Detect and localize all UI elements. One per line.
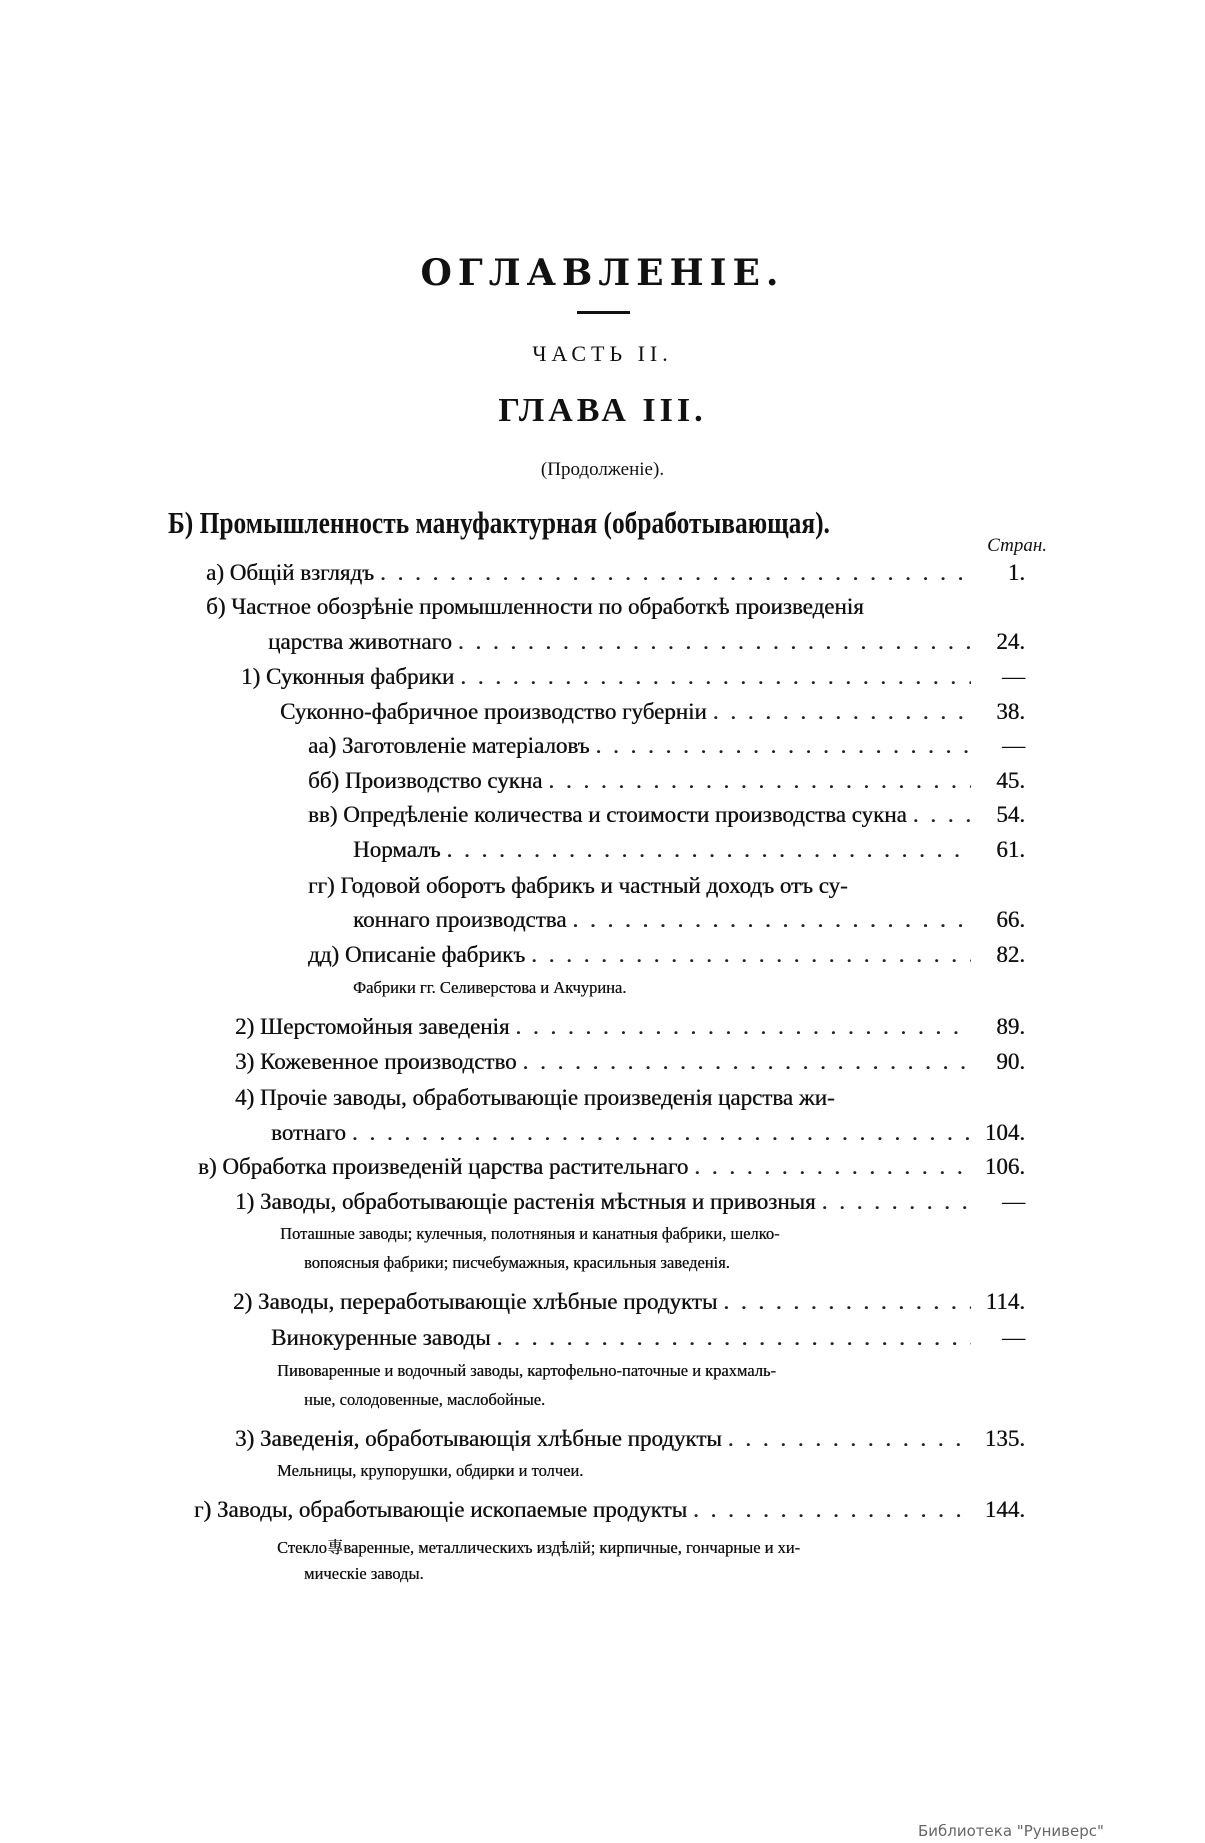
toc-entry-label: вотнаго	[271, 1120, 346, 1145]
dot-leader	[531, 942, 971, 968]
toc-page-number: —	[1002, 1189, 1025, 1214]
dot-leader	[723, 1289, 971, 1315]
dot-leader	[497, 1325, 971, 1351]
toc-entry-label: г) Заводы, обработывающіе ископаемые продукты	[194, 1497, 688, 1522]
toc-page-number: 114.	[985, 1289, 1025, 1314]
dot-leader	[446, 837, 971, 863]
dot-leader	[460, 664, 971, 690]
dot-leader	[458, 629, 971, 655]
toc-entry	[308, 733, 1025, 759]
toc-note: ные, солодовенные, маслобойные.	[304, 1390, 546, 1409]
toc-entry	[271, 1325, 1025, 1351]
continuation-note: (Продолженіе).	[540, 459, 665, 480]
toc-entry-label: дд) Описаніе фабрикъ	[308, 942, 526, 967]
toc-page-number: 1.	[1007, 560, 1025, 585]
toc-page-number: —	[1002, 1325, 1025, 1350]
toc-entry	[268, 629, 1025, 655]
toc-entry	[235, 1426, 1025, 1452]
toc-entry	[206, 594, 1025, 620]
toc-page-number: 135.	[984, 1426, 1025, 1451]
toc-entry	[280, 699, 1025, 725]
dot-leader	[913, 802, 971, 828]
toc-entry	[206, 560, 1025, 586]
toc-note: Мельницы, крупорушки, обдирки и толчеи.	[277, 1461, 584, 1480]
toc-entry	[308, 802, 1025, 828]
toc-entry-label: 1) Заводы, обработывающіе растенія мѣстныя и привозныя	[235, 1189, 816, 1214]
toc-entry-label: аа) Заготовленіе матеріаловъ	[308, 733, 590, 758]
toc-page-number: —	[1002, 664, 1025, 689]
toc-title: ОГЛАВЛЕНІЕ.	[420, 252, 785, 294]
part-heading: ЧАСТЬ II.	[532, 341, 673, 366]
dot-leader	[380, 560, 971, 586]
chapter-heading: ГЛАВА III.	[498, 392, 707, 429]
toc-note: Стекло專варенные, металлическихъ издѣлій; кирпичные, гончарные и хи-	[277, 1538, 801, 1557]
dot-leader	[352, 1120, 971, 1146]
toc-entry	[235, 1014, 1025, 1040]
toc-page-number: 66.	[996, 907, 1025, 932]
toc-entry-label: 1) Суконныя фабрики	[241, 664, 455, 689]
toc-entry	[194, 1497, 1025, 1523]
toc-note: Пивоваренные и водочный заводы, картофельно-паточные и крахмаль-	[277, 1361, 776, 1380]
toc-entry	[235, 1189, 1025, 1215]
dot-leader	[572, 907, 971, 933]
dot-leader	[515, 1014, 971, 1040]
toc-entry-label: б) Частное обозрѣніе промышленности по обработкѣ произведенія	[206, 594, 864, 619]
dot-leader	[822, 1189, 971, 1215]
dot-leader	[693, 1497, 971, 1523]
toc-page-number: 24.	[996, 629, 1025, 654]
dot-leader	[596, 733, 972, 759]
toc-page-number: 82.	[996, 942, 1025, 967]
toc-entry-label: 3) Заведенія, обработывающія хлѣбные продукты	[235, 1426, 722, 1451]
page-column-header: Стран.	[987, 535, 1047, 556]
toc-entry-label: бб) Производство сукна	[308, 768, 543, 793]
toc-entry	[235, 1085, 1025, 1111]
dot-leader	[523, 1049, 971, 1075]
toc-page-number: 144.	[984, 1497, 1025, 1522]
toc-entry	[241, 664, 1025, 690]
toc-entry	[271, 1120, 1025, 1146]
toc-entry-label: а) Общій взглядъ	[206, 560, 374, 585]
toc-page-number: 90.	[996, 1049, 1025, 1074]
toc-page-number: 104.	[984, 1120, 1025, 1145]
toc-entry-label: 4) Прочіе заводы, обработывающіе произведенія царства жи-	[235, 1085, 835, 1110]
toc-note: Фабрики гг. Селиверстова и Акчурина.	[353, 978, 627, 997]
toc-entry	[308, 768, 1025, 794]
toc-page-number: 89.	[996, 1014, 1025, 1039]
toc-entry-label: 2) Заводы, переработывающіе хлѣбные продукты	[233, 1289, 718, 1314]
toc-note: мическіе заводы.	[304, 1564, 424, 1583]
toc-note: вопоясныя фабрики; писчебумажныя, красильныя заведенія.	[304, 1253, 730, 1272]
toc-entry	[353, 907, 1025, 933]
toc-entry	[308, 942, 1025, 968]
dot-leader	[694, 1154, 971, 1180]
toc-entry-label: Суконно-фабричное производство губерніи	[280, 699, 707, 724]
toc-entry	[198, 1154, 1025, 1180]
toc-entry-label: коннаго производства	[353, 907, 567, 932]
toc-page-number: 106.	[984, 1154, 1025, 1179]
toc-entry-label: Нормалъ	[353, 837, 441, 862]
dot-leader	[713, 699, 971, 725]
toc-note: Поташные заводы; кулечныя, полотняныя и канатныя фабрики, шелко-	[280, 1224, 780, 1243]
toc-entry	[233, 1289, 1025, 1315]
toc-page-number: 61.	[996, 837, 1025, 862]
toc-entry	[353, 837, 1025, 863]
toc-entry	[308, 873, 1025, 899]
toc-entry-label: 2) Шерстомойныя заведенія	[235, 1014, 510, 1039]
toc-page-number: 45.	[996, 768, 1025, 793]
divider	[577, 311, 630, 314]
toc-page-number: —	[1002, 733, 1025, 758]
toc-page-number: 38.	[996, 699, 1025, 724]
section-heading: Б) Промышленность мануфактурная (обработывающая).	[168, 505, 830, 540]
dot-leader	[548, 768, 971, 794]
library-watermark: Библиотека "Руниверс"	[918, 1822, 1104, 1840]
toc-page-number: 54.	[996, 802, 1025, 827]
toc-entry-label: царства животнаго	[268, 629, 452, 654]
toc-entry-label: гг) Годовой оборотъ фабрикъ и частный доходъ отъ су-	[308, 873, 848, 898]
toc-entry-label: 3) Кожевенное производство	[235, 1049, 517, 1074]
toc-entry-label: Винокуренные заводы	[271, 1325, 491, 1350]
toc-entry-label: вв) Опредѣленіе количества и стоимости производства сукна	[308, 802, 907, 827]
dot-leader	[728, 1426, 971, 1452]
toc-entry	[235, 1049, 1025, 1075]
toc-entry-label: в) Обработка произведеній царства растительнаго	[198, 1154, 689, 1179]
